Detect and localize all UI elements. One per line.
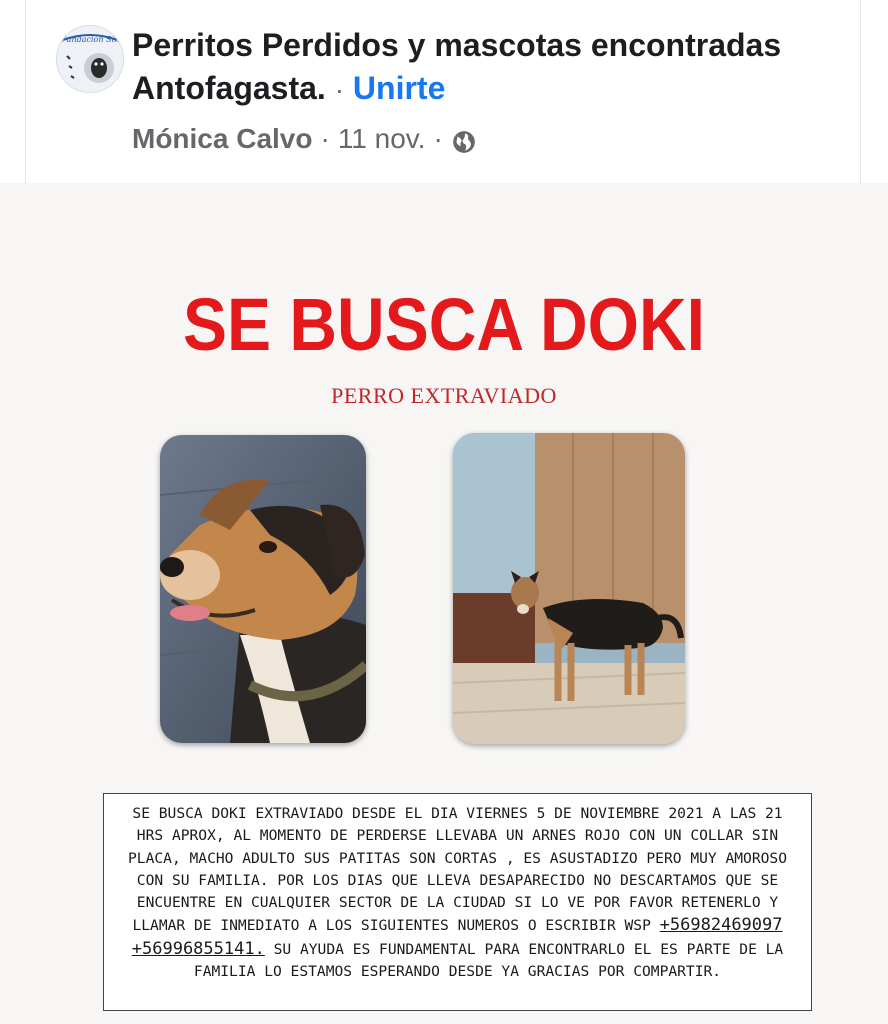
join-group-button[interactable]: Unirte [352,70,446,106]
flyer-phone-numbers: +56982469097 +56996855141. [131,915,783,959]
meta-separator: · [320,123,330,154]
post-header [25,0,861,183]
avatar-lettering: Fundación Sin [60,35,120,44]
flyer-description-text-end: SU AYUDA ES FUNDAMENTAL PARA ENCONTRARLO EL ES PARTE DE LA FAMILIA LO ESTAMOS ESPERANDO DESDE YA GRACIAS POR COMPARTIR. [193,940,784,981]
meta-separator: · [433,123,443,154]
dog-full-body-photo [453,433,685,744]
flyer-title: SE BUSCA DOKI [183,282,705,366]
globe-icon[interactable] [451,126,477,152]
group-name-link[interactable]: Perritos Perdidos y mascotas encontradas Antofagasta. [132,27,782,106]
post-title-line [132,24,832,111]
title-separator: · [334,74,345,105]
lost-dog-flyer-image[interactable] [0,183,888,1024]
post-date-link[interactable]: 11 nov. [337,123,426,154]
post-meta [132,119,477,159]
flyer-subtitle: PERRO EXTRAVIADO [331,383,557,408]
flyer-description-text: SE BUSCA DOKI EXTRAVIADO DESDE EL DIA VIERNES 5 DE NOVIEMBRE 2021 A LAS 21 HRS APROX, AL MOMENTO DE PERDERSE LLEVABA UN ARNES ROJO CON UN COLLAR SIN PLACA, MACHO ADULTO SUS PATITAS SON CORTAS , ES ASUSTADIZO PERO MUY AMOROSO CON SU FAMILIA. POR LOS DIAS QUE LLEVA DESAPARECIDO NO DESCARTAMOS QUE SE ENCUENTRE EN CUALQUIER SECTOR DE LA CIUDAD SI LO VE POR FAVOR RETENERLO Y LLAMAR DE INMEDIATO A LOS SIGUIENTES NUMEROS O ESCRIBIR WSP [128,805,787,935]
group-avatar[interactable] [56,25,124,93]
flyer-description-box [103,793,812,1011]
author-name-link[interactable]: Mónica Calvo [132,123,313,154]
dog-closeup-photo [160,435,366,743]
